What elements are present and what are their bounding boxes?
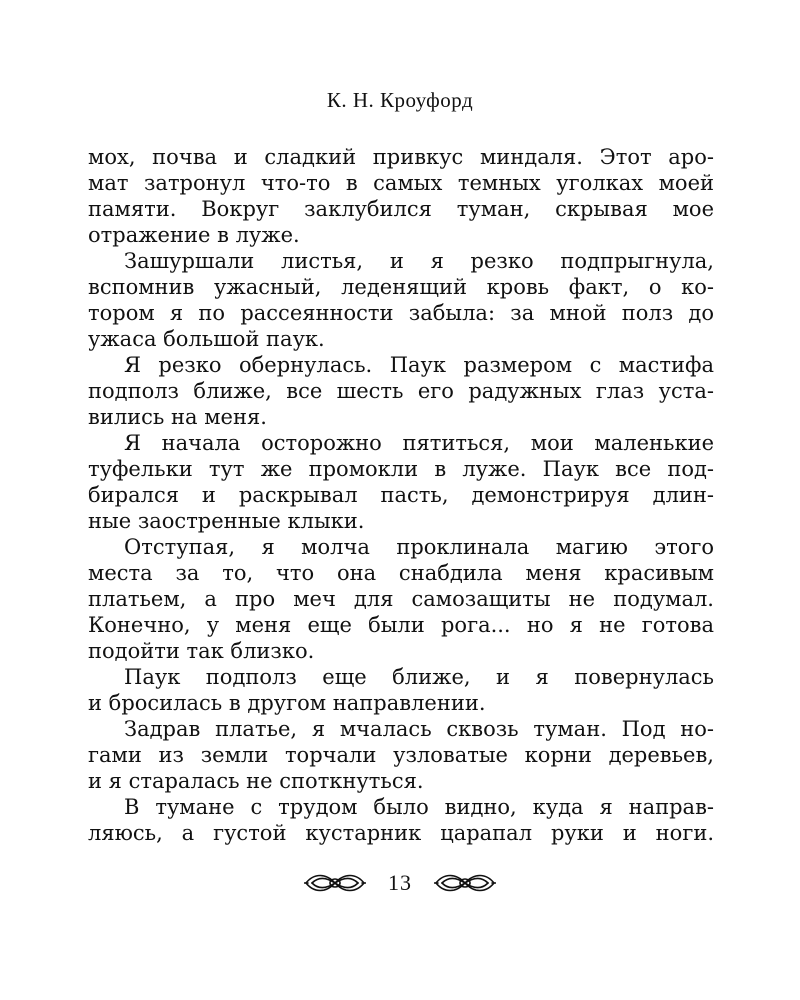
paragraph-3: [88, 352, 714, 430]
text-line: и я старалась не споткнуться.: [88, 769, 424, 793]
text-line: и бросилась в другом направлении.: [88, 691, 486, 715]
running-head: К. Н. Кроуфорд: [326, 88, 474, 112]
text-line: бирался и раскрывал пасть, демонстрируя длин-: [88, 483, 714, 507]
text-line: Я резко обернулась. Паук размером с мастифа: [124, 353, 714, 377]
text-line: памяти. Вокруг заклубился туман, скрывая мое: [88, 197, 714, 221]
text-line: мох, почва и сладкий привкус миндаля. Этот аро-: [88, 145, 714, 169]
page-footer: [0, 870, 800, 896]
knot-ornament-icon: [434, 870, 496, 896]
text-line: платьем, а про меч для самозащиты не подумал.: [88, 587, 714, 611]
text-line: ные заостренные клыки.: [88, 509, 365, 533]
text-line: подойти так близко.: [88, 639, 315, 663]
paragraph-6: [88, 664, 714, 716]
text-line: туфельки тут же промокли в луже. Паук все под-: [88, 457, 714, 481]
text-line: мат затронул что-то в самых темных уголках моей: [88, 171, 714, 195]
paragraph-7: [88, 716, 714, 794]
text-line: гами из земли торчали узловатые корни деревьев,: [88, 743, 714, 767]
text-line: ляюсь, а густой кустарник царапал руки и ноги.: [88, 821, 714, 845]
text-line: ужаса большой паук.: [88, 327, 325, 351]
text-line: вспомнив ужасный, леденящий кровь факт, о ко-: [88, 275, 714, 299]
paragraph-8: [88, 794, 714, 846]
text-line: отражение в луже.: [88, 223, 300, 247]
paragraph-1: [88, 144, 714, 248]
knot-ornament-icon: [304, 870, 366, 896]
paragraph-4: [88, 430, 714, 534]
text-line: подполз ближе, все шесть его радужных глаз уста-: [88, 379, 714, 403]
text-line: Зашуршали листья, и я резко подпрыгнула,: [124, 249, 714, 273]
text-line: Конечно, у меня еще были рога... но я не готова: [88, 613, 714, 637]
text-line: вились на меня.: [88, 405, 267, 429]
paragraph-5: [88, 534, 714, 664]
body-text: [88, 144, 714, 846]
text-line: Я начала осторожно пятиться, мои маленькие: [124, 431, 714, 455]
text-line: Отступая, я молча проклинала магию этого: [124, 535, 714, 559]
text-line: места за то, что она снабдила меня красивым: [88, 561, 714, 585]
page-number: 13: [388, 870, 412, 895]
text-line: Паук подполз еще ближе, и я повернулась: [124, 665, 714, 689]
paragraph-2: [88, 248, 714, 352]
text-line: Задрав платье, я мчалась сквозь туман. Под но-: [124, 717, 714, 741]
text-line: В тумане с трудом было видно, куда я направ-: [124, 795, 714, 819]
text-line: тором я по рассеянности забыла: за мной полз до: [88, 301, 714, 325]
